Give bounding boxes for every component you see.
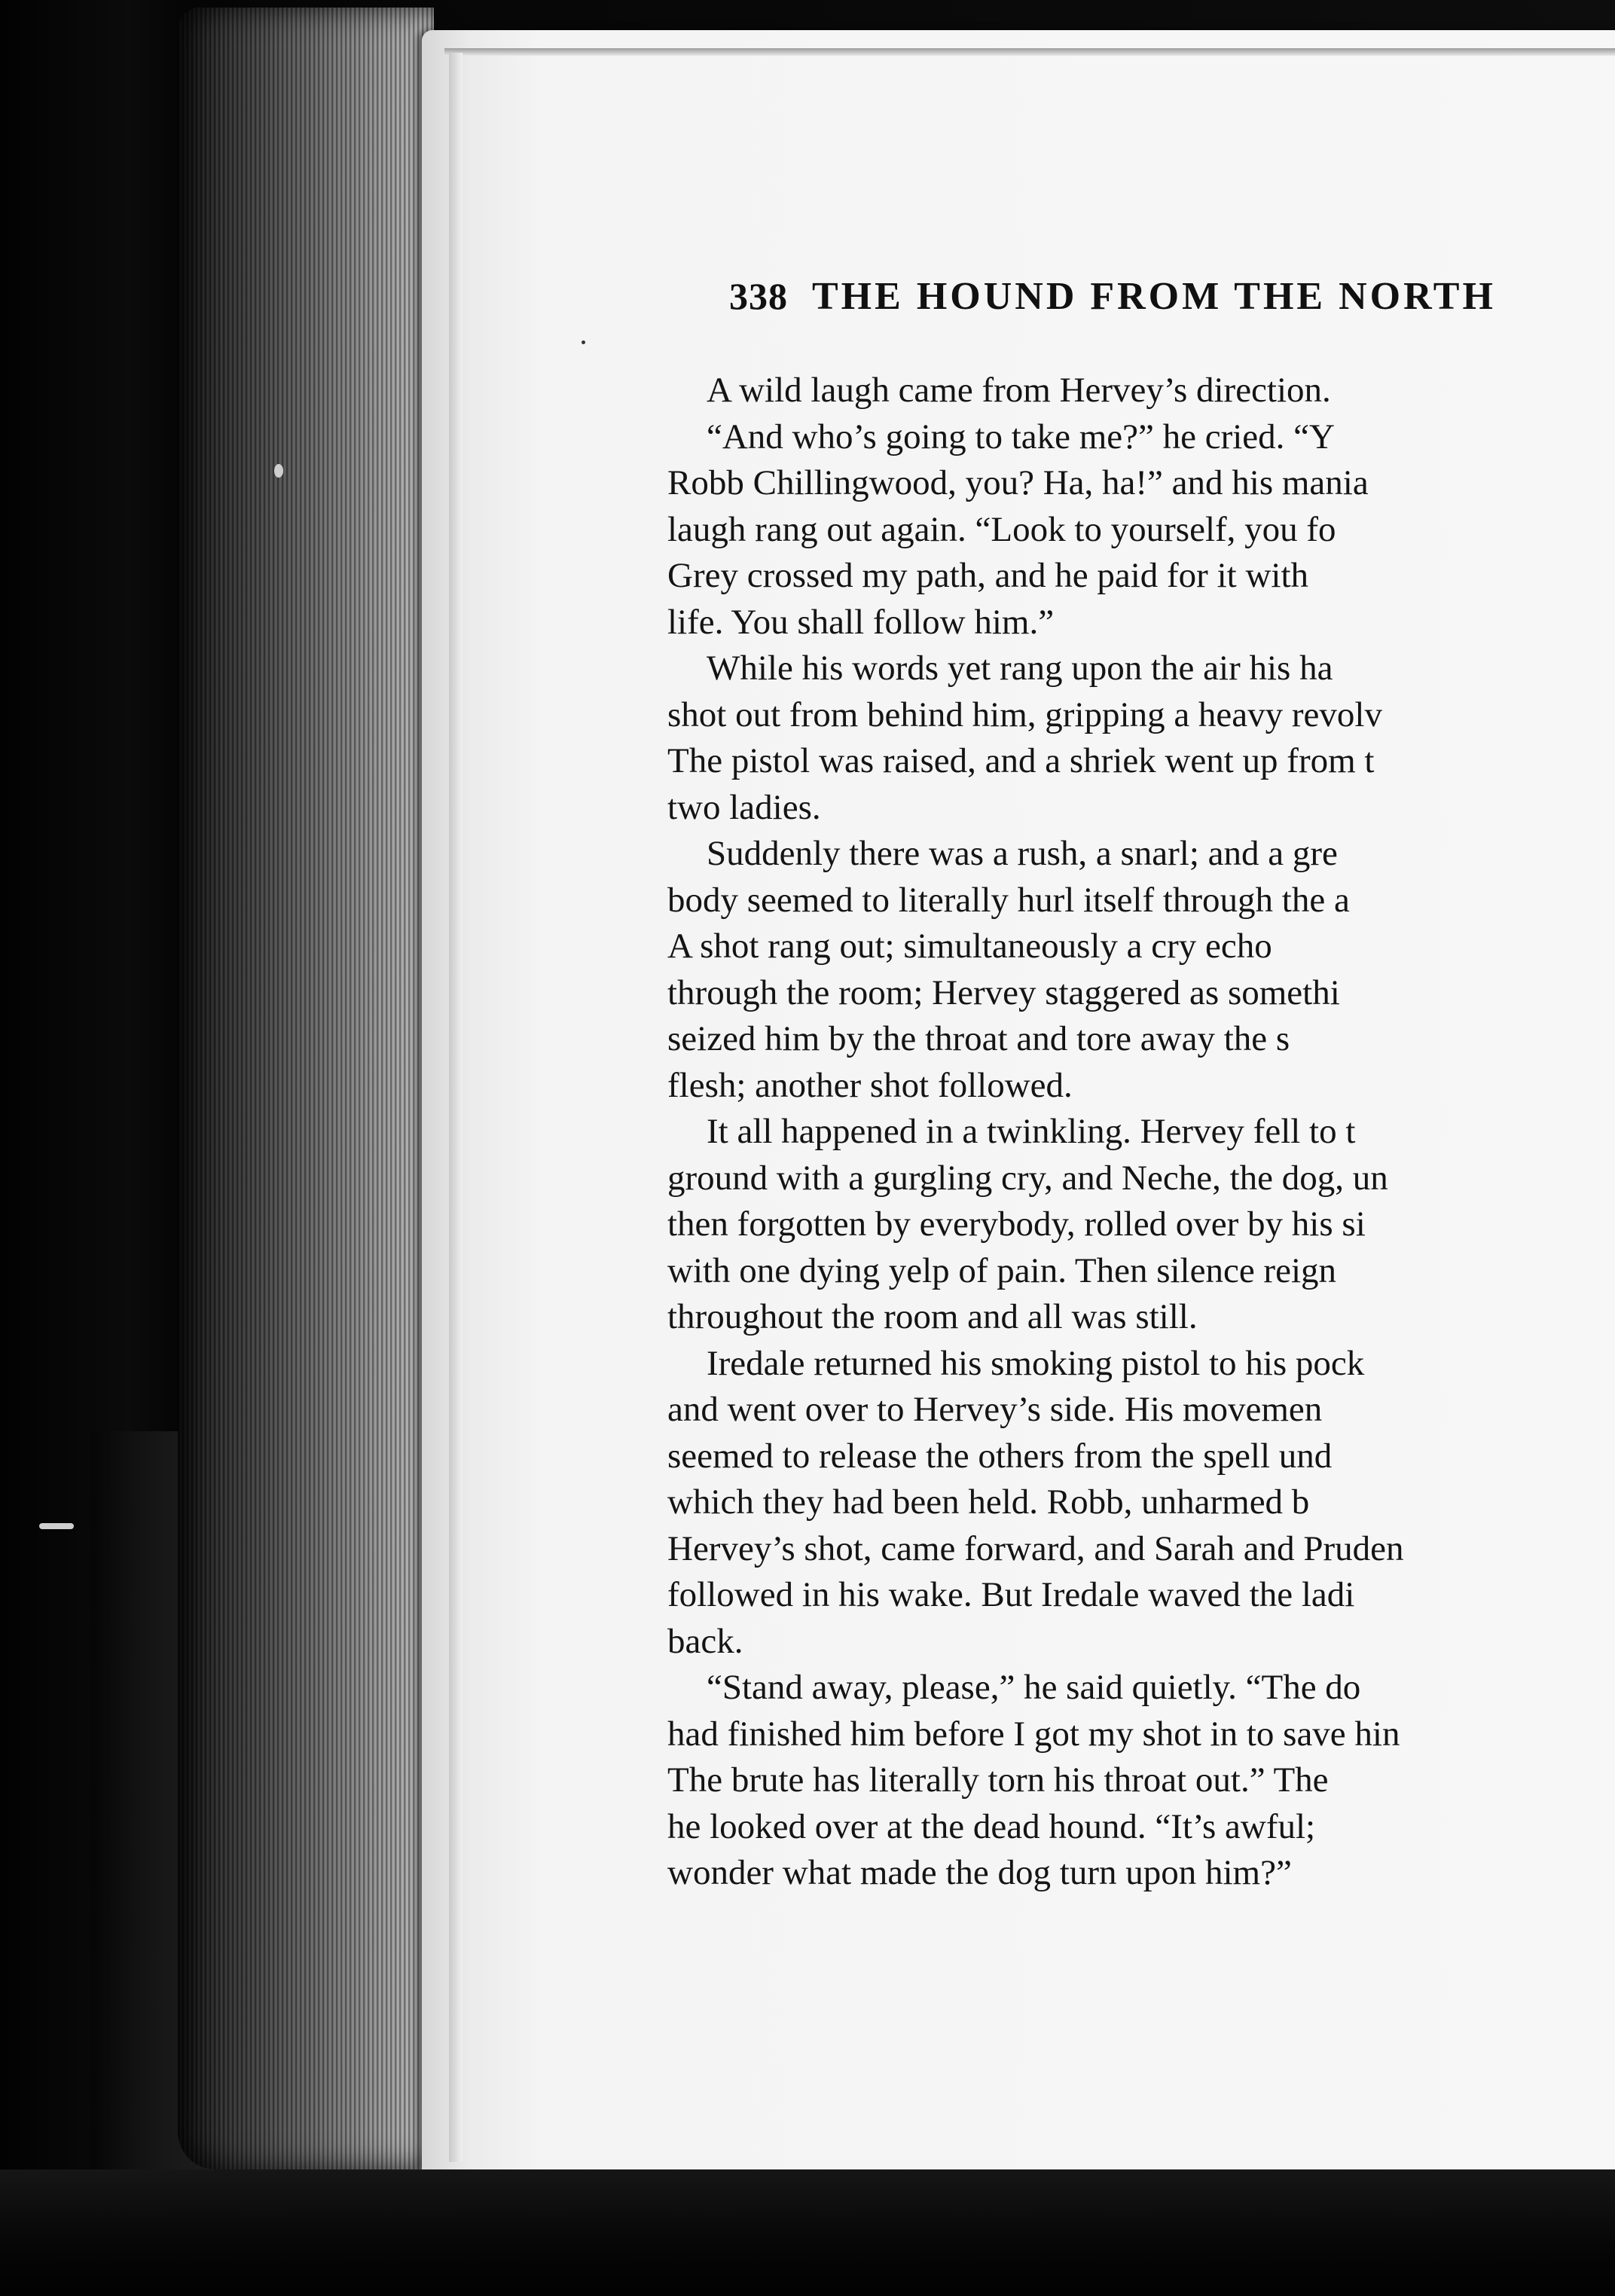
text-line: It all happened in a twinkling. Hervey fell to t: [707, 1112, 1356, 1151]
text-line: The pistol was raised, and a shriek went up from t: [667, 741, 1375, 780]
text-line: he looked over at the dead hound. “It’s awful;: [667, 1806, 1316, 1846]
text-line: through the room; Hervey staggered as somethi: [667, 972, 1340, 1012]
text-line: Grey crossed my path, and he paid for it with: [667, 556, 1309, 595]
text-line: body seemed to literally hurl itself through the a: [667, 880, 1350, 920]
text-line: Iredale returned his smoking pistol to his pock: [707, 1343, 1365, 1383]
text-line: and went over to Hervey’s side. His movemen: [667, 1390, 1323, 1429]
running-head: THE HOUND FROM THE NORTH: [812, 275, 1496, 318]
text-line: laugh rang out again. “Look to yourself, you fo: [667, 509, 1336, 549]
text-line: then forgotten by everybody, rolled over by his si: [667, 1204, 1366, 1244]
page-number: 338: [729, 275, 788, 317]
text-line: which they had been held. Robb, unharmed b: [667, 1482, 1310, 1522]
text-line: back.: [667, 1621, 743, 1661]
text-line: A shot rang out; simultaneously a cry echo: [667, 927, 1272, 966]
dust-speck: [274, 464, 283, 478]
text-line: wonder what made the dog turn upon him?”: [667, 1853, 1292, 1892]
text-line: seized him by the throat and tore away the s: [667, 1019, 1290, 1058]
text-line: “And who’s going to take me?” he cried. “Y: [707, 417, 1335, 456]
page-header: [729, 274, 1496, 319]
text-line: shot out from behind him, gripping a heavy revolv: [667, 695, 1382, 734]
dust-speck: [582, 340, 585, 344]
text-line: “Stand away, please,” he said quietly. “The do: [707, 1668, 1361, 1707]
text-line: with one dying yelp of pain. Then silence reign: [667, 1250, 1336, 1290]
text-line: two ladies.: [667, 787, 821, 827]
page-top-edge: [444, 48, 1615, 56]
dust-speck: [39, 1523, 74, 1529]
text-line: life. You shall follow him.”: [667, 602, 1055, 642]
text-line: Robb Chillingwood, you? Ha, ha!” and his mania: [667, 463, 1369, 502]
text-line: had finished him before I got my shot in to save hin: [667, 1714, 1400, 1754]
text-line: While his words yet rang upon the air his ha: [707, 649, 1333, 688]
text-line: A wild laugh came from Hervey’s direction.: [707, 371, 1331, 410]
text-line: ground with a gurgling cry, and Neche, the dog, un: [667, 1158, 1388, 1198]
page-inner-edge: [449, 53, 463, 2162]
text-line: The brute has literally torn his throat out.” The: [667, 1760, 1329, 1800]
text-line: seemed to release the others from the spell und: [667, 1436, 1333, 1476]
text-line: Hervey’s shot, came forward, and Sarah and Pruden: [667, 1528, 1404, 1568]
body-text: [667, 368, 1615, 1897]
scan-bottom-edge: [0, 2169, 1615, 2296]
book-page-edges: [178, 8, 434, 2169]
text-line: flesh; another shot followed.: [667, 1065, 1073, 1105]
text-line: throughout the room and all was still.: [667, 1297, 1198, 1336]
text-line: followed in his wake. But Iredale waved the ladi: [667, 1575, 1355, 1614]
text-line: Suddenly there was a rush, a snarl; and a gre: [707, 834, 1338, 873]
